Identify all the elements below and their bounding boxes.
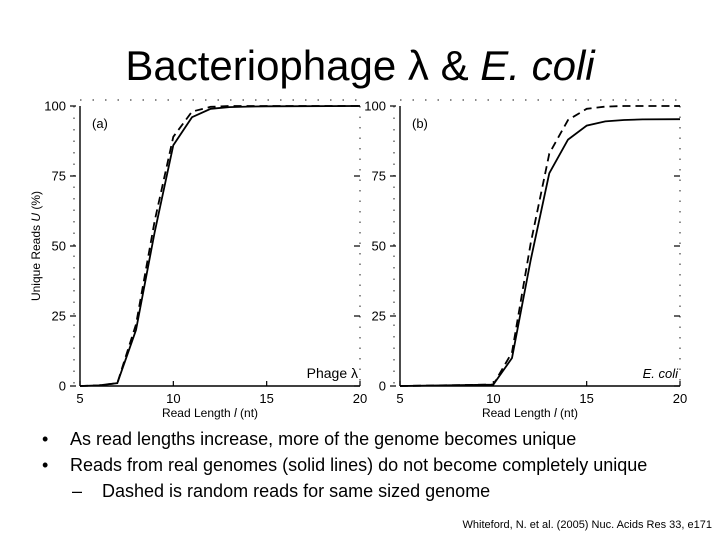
x-tick-label: 15 <box>579 391 594 406</box>
x-tick-label: 10 <box>166 391 181 406</box>
figure-panels <box>28 92 698 422</box>
y-tick-label: 50 <box>371 238 386 254</box>
bullet-item-1 <box>42 426 702 452</box>
sub-bullet-dash: – <box>72 481 83 501</box>
x-tick-label: 20 <box>352 391 368 406</box>
slide-title <box>0 38 720 94</box>
y-tick-label: 100 <box>364 98 386 114</box>
chart-panel-2 <box>364 99 687 421</box>
y-tick-label: 25 <box>371 308 386 324</box>
panel-annotation: Phage λ <box>306 365 358 381</box>
sub-bullet-text: Dashed is random reads for same sized genome <box>102 481 491 501</box>
y-tick-label: 25 <box>51 308 66 324</box>
solid-series-line <box>400 119 680 386</box>
y-tick-label: 0 <box>58 378 66 394</box>
title-italic: E. coli <box>480 42 595 89</box>
title-main: Bacteriophage λ & <box>125 42 481 89</box>
y-tick-label: 75 <box>371 168 386 184</box>
x-tick-label: 15 <box>259 391 274 406</box>
sub-bullet-item <box>42 478 702 504</box>
y-tick-label: 75 <box>51 168 66 184</box>
y-tick-label: 50 <box>51 238 66 254</box>
panel-label: (a) <box>92 116 108 131</box>
x-tick-label: 10 <box>486 391 501 406</box>
x-tick-label: 5 <box>396 391 404 406</box>
bullet-dot: • <box>42 429 49 449</box>
dashed-series-line <box>400 106 680 386</box>
citation: Whiteford, N. et al. (2005) Nuc. Acids Res 33, e171 <box>462 519 712 531</box>
panel-label: (b) <box>412 116 428 131</box>
bullet-text-2: Reads from real genomes (solid lines) do not become completely unique <box>70 455 648 475</box>
solid-series-line <box>80 106 360 386</box>
bullet-text-1: As read lengths increase, more of the genome becomes unique <box>70 429 577 449</box>
bullet-item-2 <box>42 452 702 478</box>
y-axis-label: Unique Reads U (%) <box>29 190 43 302</box>
y-tick-label: 0 <box>378 378 386 394</box>
panel-annotation: E. coli <box>642 366 678 381</box>
bullet-dot: • <box>42 455 49 475</box>
chart-panel-1 <box>29 99 367 421</box>
x-tick-label: 5 <box>76 391 84 406</box>
y-tick-label: 100 <box>44 98 66 114</box>
x-axis-label: Read Length l (nt) <box>481 406 579 420</box>
x-axis-label: Read Length l (nt) <box>161 406 259 420</box>
x-tick-label: 20 <box>672 391 688 406</box>
dashed-series-line <box>80 106 360 386</box>
bullet-list <box>42 426 702 504</box>
